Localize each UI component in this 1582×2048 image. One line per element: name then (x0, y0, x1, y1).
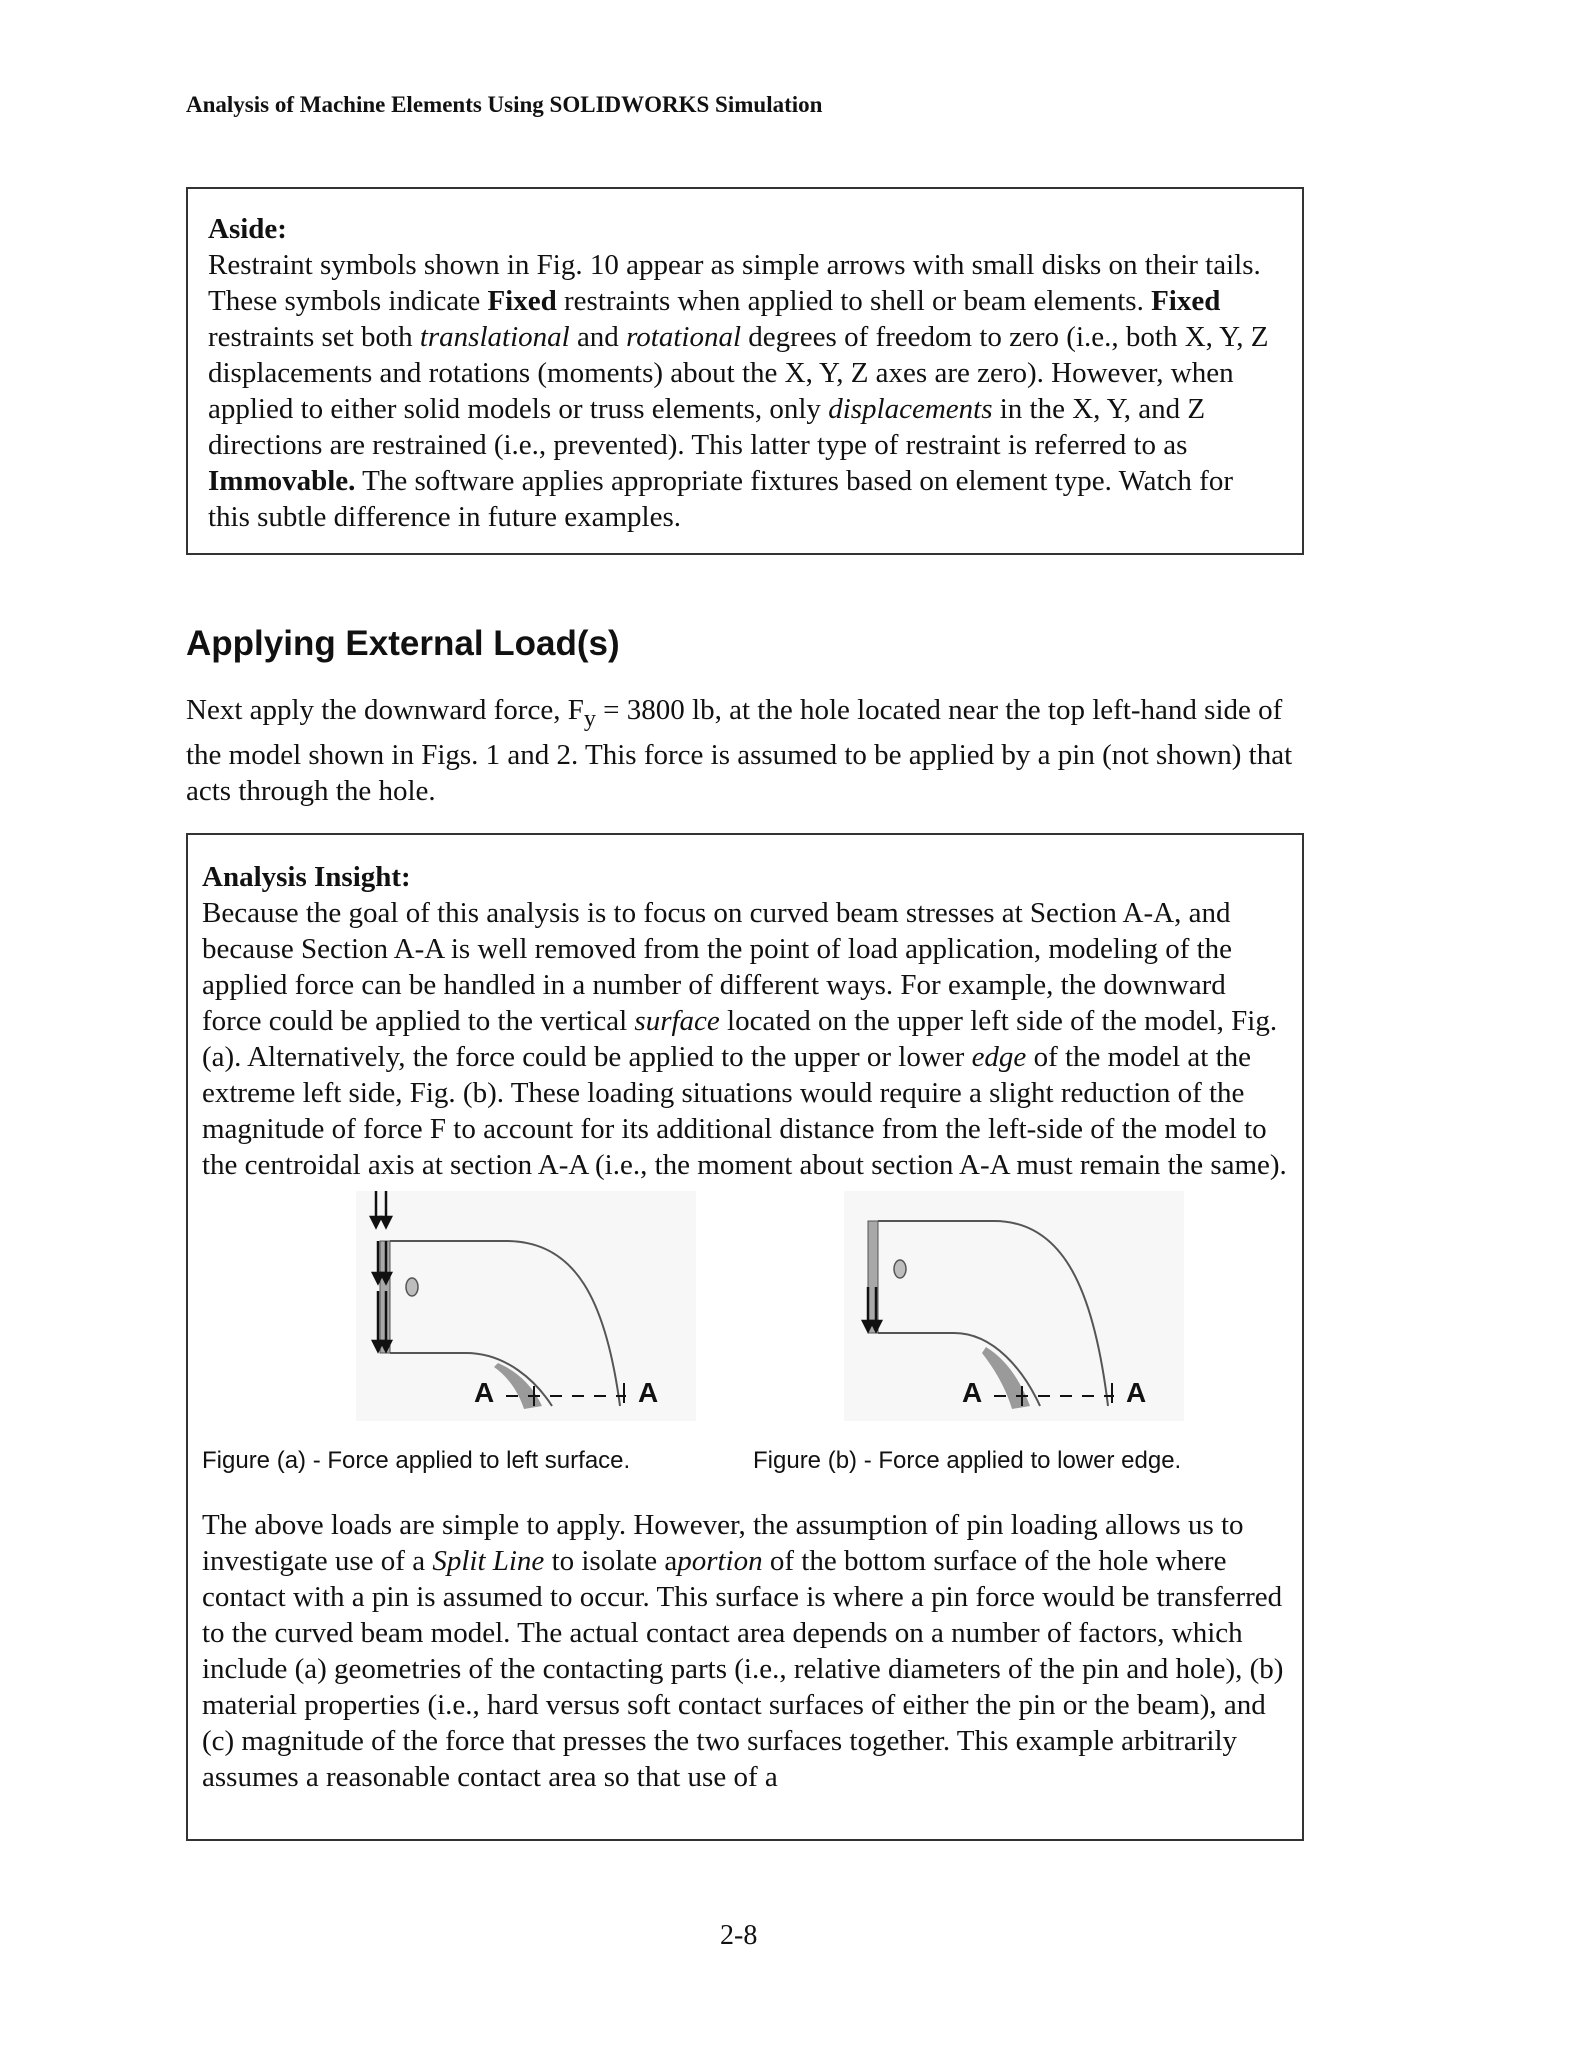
figure-a-caption: Figure (a) - Force applied to left surface. (202, 1447, 631, 1474)
hole (894, 1260, 906, 1278)
insight-paragraph: Because the goal of this analysis is to focus on curved beam stresses at Section A-A, and because Section A-A is well removed from the point of load application, modeling of the applied force can be handled in a number of different ways. For example, the downward force could be applied to the vertical surface located on the upper left side of the model, Fig. (a). Alternatively, the force could be applied to the upper or lower edge of the model at the extreme left side, Fig. (b). These loading situations would require a slight reduction of the magnitude of force F to account for its additional distance from the left-side of the model to the centroidal axis at section A-A (i.e., the moment about section A-A must remain the same). (202, 897, 1287, 1181)
immovable-term: Immovable. (208, 465, 356, 497)
figure-a (356, 1191, 696, 1421)
figure-b (844, 1191, 1184, 1421)
running-header: Analysis of Machine Elements Using SOLIDWORKS Simulation (186, 92, 823, 117)
aside-box (186, 187, 1304, 555)
figure-b-caption: Figure (b) - Force applied to lower edge. (753, 1447, 1182, 1474)
fixed-term: Fixed (487, 285, 557, 317)
section-label-left: A (962, 1377, 983, 1408)
insight-paragraph-2: The above loads are simple to apply. However, the assumption of pin loading allows us to investigate use of a Split Line to isolate aportion of the bottom surface of the hole where contact with a pin is assumed to occur. This surface is where a pin force would be transferred to the curved beam model. The actual contact area depends on a number of factors, which include (a) geometries of the contacting parts (i.e., relative diameters of the pin and hole), (b) material properties (i.e., hard versus soft contact surfaces of either the pin or the beam), and (c) magnitude of the force that presses the two surfaces together. This example arbitrarily assumes a reasonable contact area so that use of a (202, 1509, 1284, 1793)
aside-text: Restraint symbols shown in Fig. 10 appear as simple arrows with small disks on their tails. These symbols indicate Fixed restraints when applied to shell or beam elements. Fixed restraints set both translational and rotational degrees of freedom to zero (i.e., both X, Y, Z displacements and rotations (moments) about the X, Y, Z axes are zero). However, when applied to either solid models or truss elements, only displacements in the X, Y, and Z directions are restrained (i.e., prevented). This latter type of restraint is referred to as Immovable. The software applies appropriate fixtures based on element type. Watch for this subtle difference in future examples. (208, 249, 1269, 533)
fixed-term: Fixed (1151, 285, 1221, 317)
section-heading: Applying External Load(s) (186, 624, 620, 663)
section-label-right: A (638, 1377, 659, 1408)
aside-title: Aside: (208, 213, 287, 245)
page-number: 2-8 (720, 1920, 758, 1951)
insight-title: Analysis Insight: (202, 861, 411, 893)
section-label-right: A (1126, 1377, 1147, 1408)
intro-paragraph: Next apply the downward force, $F_y = 3800$ lb, at the hole located near the top left-hand side of the model shown in Figs. 1 and 2. This force is assumed to be applied by a pin (not shown) that acts through the hole. (186, 694, 1293, 807)
hole (406, 1278, 418, 1296)
figures-row (202, 1191, 1288, 1483)
section-label-left: A (474, 1377, 495, 1408)
insight-box (186, 833, 1304, 1841)
